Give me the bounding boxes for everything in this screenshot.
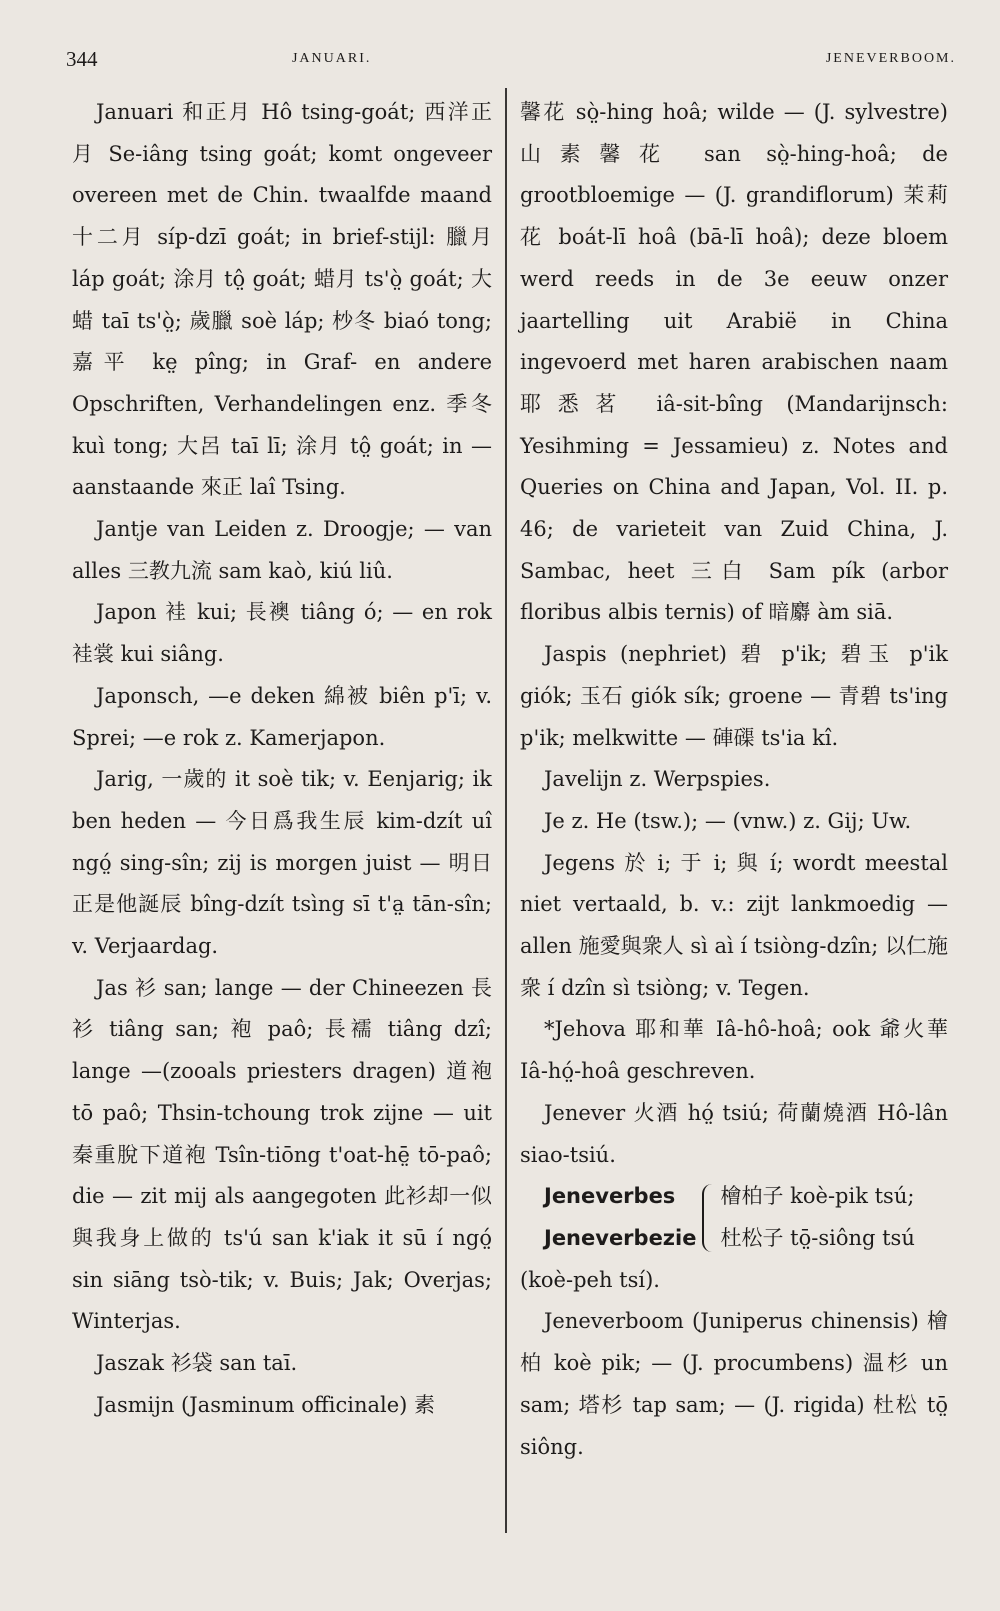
curly-brace <box>702 1184 714 1251</box>
entry-jantje: Jantje van Leiden z. Droogje; — van alles 三教九流 sam kaò, kiú liû. <box>72 517 492 583</box>
entry-japonsch: Japonsch, —e deken 綿被 biên p'ī; v. Sprei; —e rok z. Kamerjapon. <box>72 683 492 750</box>
entry-jeneverboom: Jeneverboom (Juniperus chinensis) 檜柏 koè pik; — (J. procumbens) 温杉 un sam; 塔杉 tap sam; — (J. rigida) 杜松 tō̤ siông. <box>520 1309 948 1459</box>
column-divider <box>505 88 507 1533</box>
entry-je: Je z. He (tsw.); — (vnw.) z. Gij; Uw. <box>544 808 912 833</box>
right-column <box>520 92 948 1468</box>
entry-jas: Jas 衫 san; lange — der Chineezen 長衫 tiâng san; 袍 paô; 長襦 tiâng dzî; lange —(zooals priesters dragen) 道袍 tō paô; Thsin-tchoung trok zijne — uit 秦重脫下道袍 Tsîn-tiōng t'oat-hē̤ tō-paô; die — zit mij als aangegoten 此衫却一似與我身上做的 ts'ú san k'iak it sū í ngó̤ sin siāng tsò-tik; v. Buis; Jak; Overjas; Winterjas. <box>72 975 492 1334</box>
page-number: 344 <box>66 46 98 71</box>
brace-definitions <box>720 1176 914 1259</box>
entry-jarig: Jarig, 一歲的 it soè tik; v. Eenjarig; ik ben heden — 今日爲我生辰 kim-dzít uî ngó̤ sing-sîn; zij is morgen juist — 明日正是他誕辰 bîng-dzít tsìng sī t'a̤ tān-sîn; v. Verjaardag. <box>72 767 492 959</box>
right-running-head: JENEVERBOOM. <box>825 51 956 66</box>
entry-jeneverbes-note: (koè-peh tsí). <box>520 1267 660 1292</box>
entry-jehova: *Jehova 耶和華 Iâ-hô-hoâ; ook 爺火華 Iâ-hó̤-hoâ geschreven. <box>520 1017 948 1084</box>
entry-jaszak: Jaszak 衫袋 san taī. <box>96 1351 298 1376</box>
entry-jasmijn-cont: 馨花 sò̤-hing hoâ; wilde — (J. sylvestre) 山素馨花 san sò̤-hing-hoâ; de grootbloemige — (J. grandiflorum) 茉莉花 boát-lī hoâ (bā-lī hoâ); deze bloem werd reeds in de 3e eeuw onzer jaartelling uit Arabië in China ingevoerd met haren arabischen naam 耶悉茗 iâ-sit-bîng (Mandarijnsch: Yesihming = Jessamieu) z. Notes and Queries on China and Japan, Vol. II. p. 46; de varieteit van Zuid China, J. Sambac, heet 三白 Sam pík (arbor floribus albis ternis) of 暗麝 àm siā. <box>520 100 948 625</box>
brace-line-2: 杜松子 tō̤-siông tsú <box>720 1225 915 1250</box>
entry-januari: Januari 和正月 Hô tsing-goát; 西洋正月 Se-iâng tsing goát; komt ongeveer overeen met de Chin. twaalfde maand 十二月 síp-dzī goát; in brief-stijl: 臘月 láp goát; 涂月 tô̤ goát; 蜡月 ts'ò̤ goát; 大蜡 taī ts'ò̤; 歲臘 soè láp; 杪冬 biaó tong; 嘉平 ke̤ pîng; in Graf- en andere Opschriften, Verhandelingen enz. 季冬 kuì tong; 大呂 taī lī; 涂月 tô̤ goát; in — aanstaande 來正 laî Tsing. <box>72 100 492 500</box>
entry-jenever: Jenever 火酒 hó̤ tsiú; 荷蘭燒酒 Hô-lân siao-tsiú. <box>520 1100 948 1167</box>
entry-jeneverbes <box>520 1176 948 1259</box>
headword-jeneverbezie: Jeneverbezie <box>544 1225 697 1250</box>
left-running-head: JANUARI. <box>291 51 372 66</box>
entry-jegens: Jegens 於 i; 于 i; 與 í; wordt meestal niet vertaald, b. v.: zijt lankmoedig — allen 施愛與衆人 sì aì í tsiòng-dzîn; 以仁施衆 í dzîn sì tsiòng; v. Tegen. <box>520 850 948 1000</box>
brace-headwords <box>520 1176 696 1259</box>
page-header <box>66 44 956 74</box>
entry-jasmijn: Jasmijn (Jasminum officinale) 素 <box>96 1392 436 1417</box>
brace-line-1: 檜柏子 koè-pik tsú; <box>720 1184 915 1209</box>
entry-jaspis: Jaspis (nephriet) 碧 p'ik; 碧玉 p'ik giók; 玉石 giók sík; groene — 青碧 ts'ing p'ik; melkwitte — 硨磲 ts'ia kî. <box>520 642 948 750</box>
entry-javelijn: Javelijn z. Werpspies. <box>544 767 771 792</box>
entry-japon: Japon 袿 kui; 長襖 tiâng ó; — en rok 袿裳 kui siâng. <box>72 600 492 667</box>
left-column <box>72 92 492 1427</box>
headword-jeneverbes: Jeneverbes <box>544 1184 676 1209</box>
